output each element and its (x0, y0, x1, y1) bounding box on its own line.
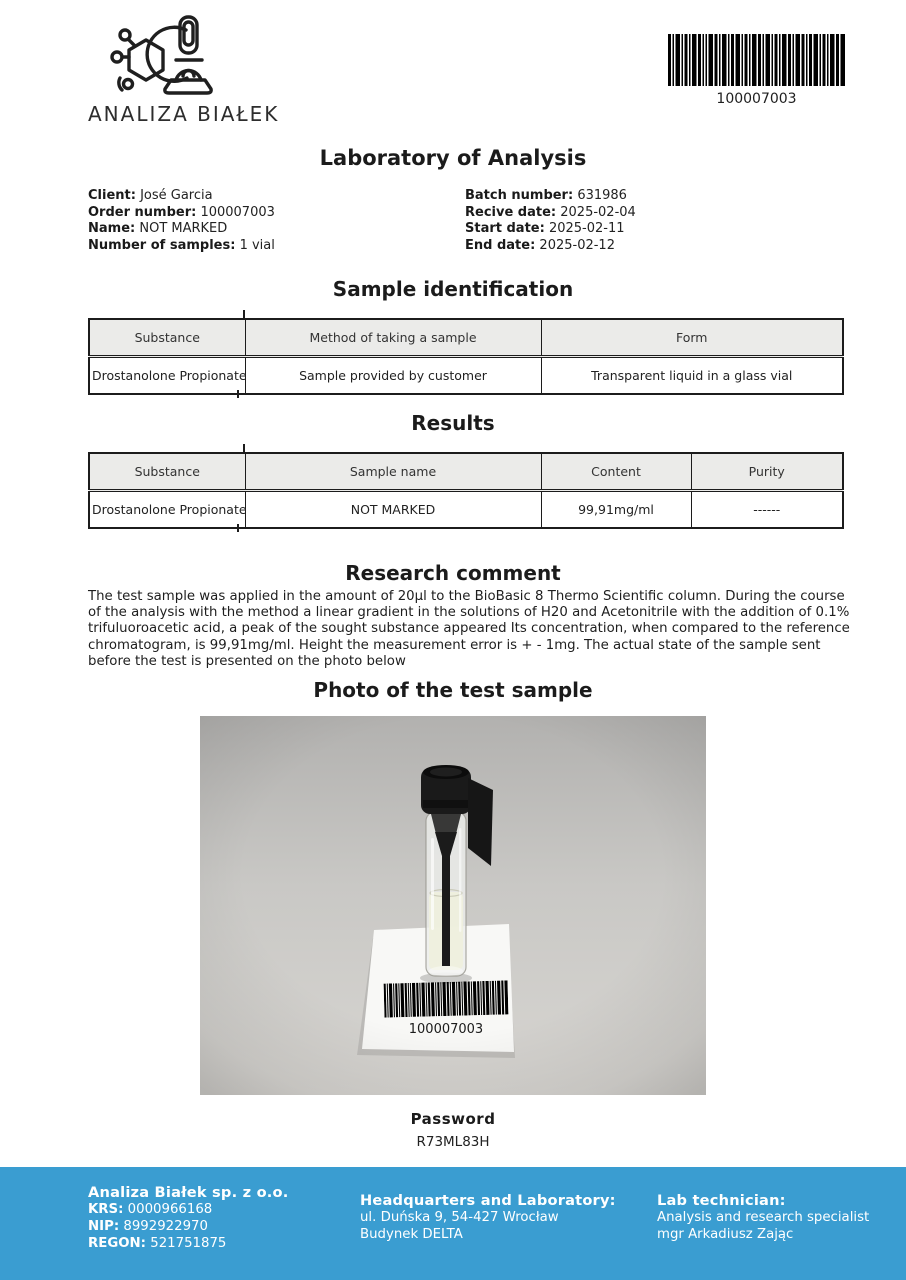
headquarters-title: Headquarters and Laboratory: (360, 1192, 616, 1209)
password-label: Password (410, 1110, 496, 1128)
results-table (88, 452, 844, 529)
table-tick-mark (237, 524, 239, 532)
footer-company-name: Analiza Białek sp. z o.o. (88, 1184, 289, 1201)
footer-krs-line (88, 1201, 289, 1218)
microscope-molecule-icon (104, 14, 232, 98)
samples-label: Number of samples: (88, 237, 236, 253)
client-label: Client: (88, 188, 136, 203)
technician-title: Lab technician: (657, 1192, 786, 1209)
technician-name: mgr Arkadiusz Zając (657, 1227, 794, 1242)
name-line (88, 221, 275, 238)
footer (0, 1167, 906, 1280)
client-line (88, 188, 275, 205)
table-tick-mark (237, 390, 239, 398)
start-date-line (465, 221, 636, 238)
sample-identification-heading: Sample identification (332, 277, 574, 301)
col-substance: Substance (89, 453, 245, 491)
batch-number-label: Batch number: (465, 188, 574, 203)
col-form: Form (541, 319, 843, 357)
client-value: José Garcia (140, 188, 213, 203)
regon-value: 521751875 (150, 1236, 227, 1251)
footer-headquarters-block (360, 1192, 616, 1243)
end-date-value: 2025-02-12 (539, 237, 615, 253)
samples-value: 1 vial (239, 237, 275, 253)
technician-role: Analysis and research specialist (657, 1210, 870, 1225)
name-value: NOT MARKED (139, 221, 228, 237)
order-number-line (88, 205, 275, 222)
sample-photo (200, 716, 706, 1095)
batch-info-block (465, 188, 636, 254)
order-barcode (668, 34, 845, 107)
start-date-label: Start date: (465, 221, 545, 237)
footer-company-block (88, 1184, 289, 1252)
table-header-row (89, 453, 843, 491)
footer-nip-line (88, 1218, 289, 1235)
brand-name: ANALIZA BIAŁEK (88, 102, 280, 126)
col-substance: Substance (89, 319, 245, 357)
col-sample-name: Sample name (245, 453, 541, 491)
start-date-value: 2025-02-11 (548, 221, 625, 237)
samples-line (88, 238, 275, 255)
batch-number-line (465, 188, 636, 205)
cell-method: Sample provided by customer (245, 357, 541, 395)
end-date-line (465, 238, 636, 255)
page-title: Laboratory of Analysis (319, 146, 587, 170)
order-barcode-number: 100007003 (716, 91, 797, 107)
sample-identification-table (88, 318, 844, 395)
regon-label: REGON: (88, 1236, 146, 1251)
table-tick-mark (243, 310, 245, 318)
cell-purity: ------ (691, 491, 843, 529)
cell-substance: Drostanolone Propionate (89, 491, 245, 529)
cell-sample-name: NOT MARKED (245, 491, 541, 529)
results-heading: Results (411, 411, 495, 435)
table-header-row (89, 319, 843, 357)
krs-value: 0000966168 (127, 1202, 213, 1217)
batch-number-value: 631986 (577, 188, 627, 203)
receive-date-line (465, 205, 636, 222)
cell-substance: Drostanolone Propionate (89, 357, 245, 395)
order-number-value: 100007003 (200, 204, 275, 220)
cell-form: Transparent liquid in a glass vial (541, 357, 843, 395)
receive-date-label: Recive date: (465, 204, 557, 220)
barcode-icon (668, 34, 845, 86)
headquarters-address: ul. Duńska 9, 54-427 Wrocław (360, 1210, 559, 1225)
nip-label: NIP: (88, 1219, 120, 1234)
research-comment-heading: Research comment (345, 561, 561, 585)
client-info-block (88, 188, 275, 254)
vial-photo-illustration (200, 716, 706, 1095)
col-content: Content (541, 453, 691, 491)
nip-value: 8992922970 (123, 1219, 208, 1234)
col-purity: Purity (691, 453, 843, 491)
table-row (89, 491, 843, 529)
footer-regon-line (88, 1235, 289, 1252)
password-value: R73ML83H (416, 1134, 490, 1150)
table-row (89, 357, 843, 395)
footer-technician-block (657, 1192, 869, 1243)
research-comment-text: The test sample was applied in the amount of 20µl to the BioBasic 8 Thermo Scientific column. During the course of the analysis with the method a linear gradient in the solutions of H20 and Acetonitrile with the addition of 0.1% trifuluoroacetic acid, a peak of the sought substance appeared Its concentration, when compared to the reference chromatogram, is 99,91mg/ml. Height the measurement error is + - 1mg. The actual state of the sample sent before the test is presented on the photo below (88, 589, 850, 669)
brand-logo (88, 14, 280, 126)
order-number-label: Order number: (88, 204, 197, 220)
name-label: Name: (88, 221, 136, 237)
photo-heading: Photo of the test sample (313, 678, 593, 702)
headquarters-building: Budynek DELTA (360, 1227, 463, 1242)
col-method: Method of taking a sample (245, 319, 541, 357)
cell-content: 99,91mg/ml (541, 491, 691, 529)
table-tick-mark (243, 444, 245, 452)
end-date-label: End date: (465, 237, 536, 253)
krs-label: KRS: (88, 1202, 124, 1217)
receive-date-value: 2025-02-04 (560, 204, 636, 220)
